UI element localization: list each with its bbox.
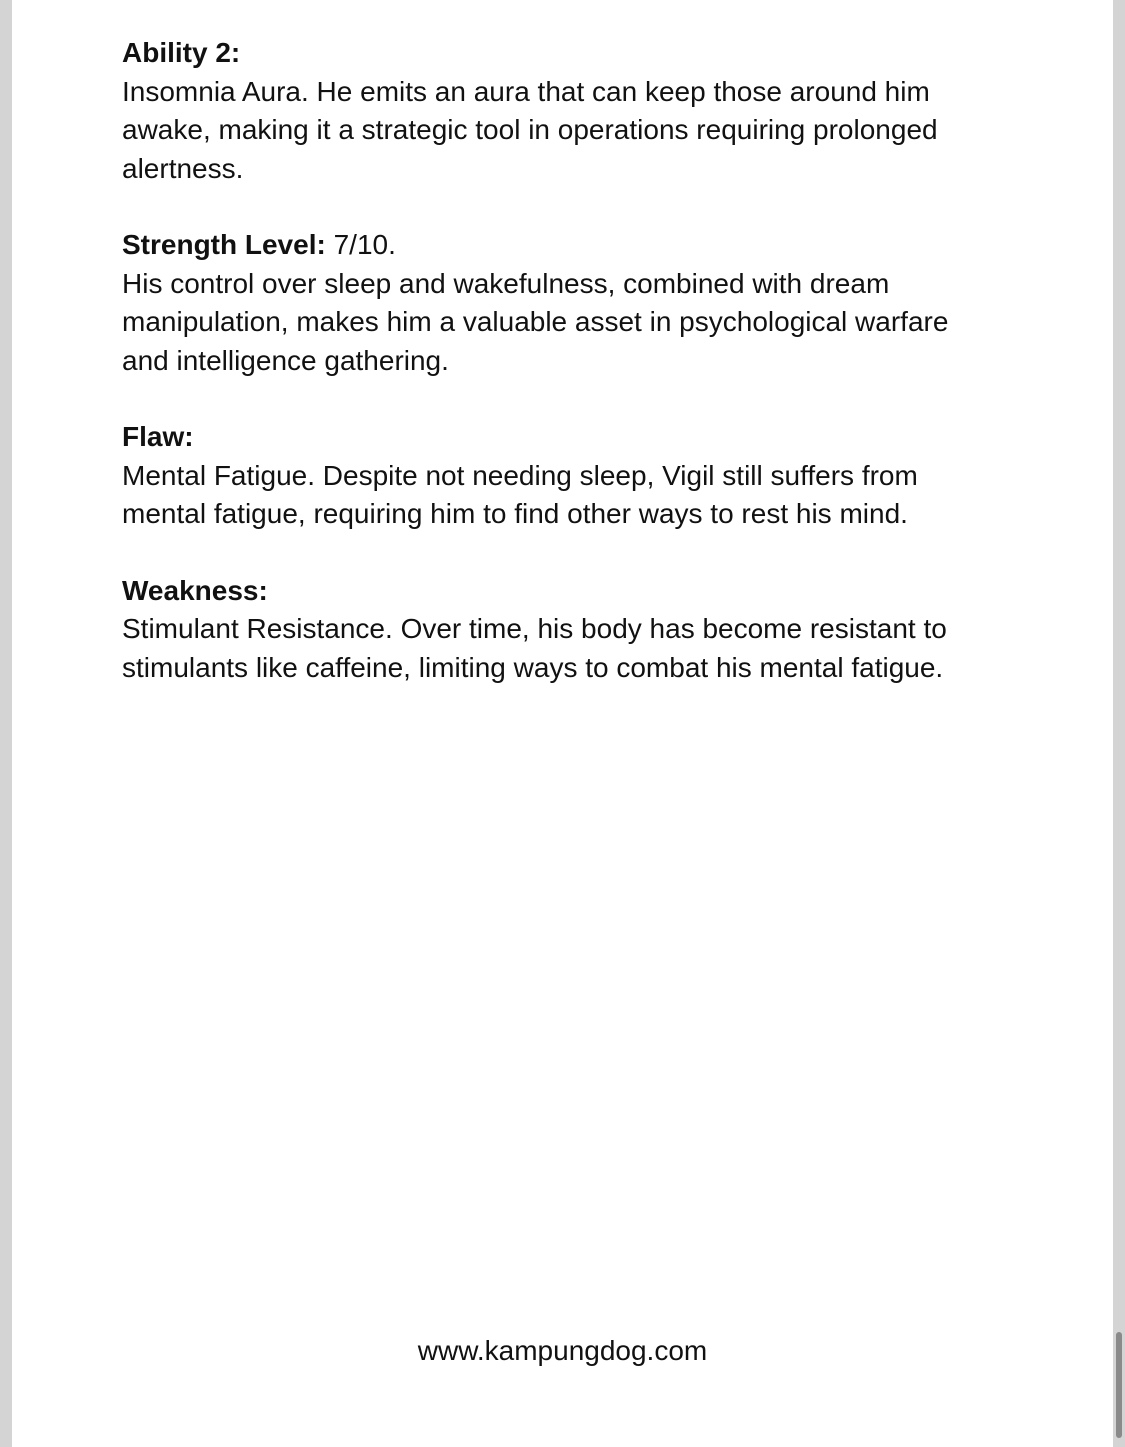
section-flaw bbox=[122, 418, 1002, 534]
page-content bbox=[122, 34, 1002, 725]
vertical-scrollbar[interactable] bbox=[1113, 0, 1125, 1447]
section-ability-2 bbox=[122, 34, 1002, 188]
section-body: Stimulant Resistance. Over time, his body has become resistant to stimulants like caffeine, limiting ways to combat his mental fatigue. bbox=[122, 613, 947, 683]
section-body: Mental Fatigue. Despite not needing sleep, Vigil still suffers from mental fatigue, requiring him to find other ways to rest his mind. bbox=[122, 459, 918, 529]
section-heading: Strength Level: bbox=[122, 229, 326, 260]
section-heading: Flaw: bbox=[122, 421, 194, 452]
document-page bbox=[12, 0, 1113, 1447]
section-weakness bbox=[122, 572, 1002, 688]
section-heading: Weakness: bbox=[122, 574, 268, 606]
strength-level-value: 7/10. bbox=[325, 229, 396, 260]
page-footer-url: www.kampungdog.com bbox=[417, 1335, 708, 1366]
section-body: His control over sleep and wakefulness, combined with dream manipulation, makes him a valuable asset in psychological warfare and intelligence gathering. bbox=[122, 267, 949, 376]
section-strength-level bbox=[122, 226, 1002, 380]
section-heading: Ability 2: bbox=[122, 37, 241, 68]
section-body: Insomnia Aura. He emits an aura that can keep those around him awake, making it a strategic tool in operations requiring prolonged alertness. bbox=[122, 75, 938, 184]
scrollbar-thumb[interactable] bbox=[1116, 1332, 1122, 1438]
